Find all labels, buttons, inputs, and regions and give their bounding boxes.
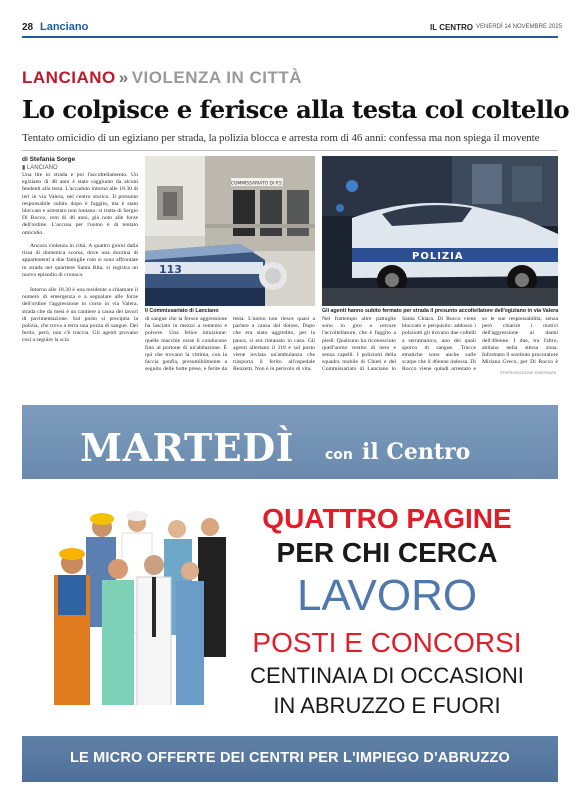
issue-date: VENERDÌ 14 NOVEMBRE 2025 [476, 24, 563, 30]
article-col-5: Santa Chiara. Di Rocco viene bloccato e perquisito: addosso i poliziotti gli trovano due coltelli a serramanico, uno dei quali sporco di sangue. Tracce ematiche sono anche sulle scarpe che il 46enne indossa. Di Rocco viene quindi arrestato e [402, 316, 476, 373]
title-rule [22, 150, 558, 151]
ad-line-centinaia: CENTINAIA DI OCCASIONI [250, 663, 524, 688]
ad-line-quattro-pagine: QUATTRO PAGINE [262, 503, 512, 534]
ad-brand: il Centro [362, 439, 471, 465]
photo2-text: POLIZIA [412, 251, 464, 262]
article-col-1a: Una lite in strada e poi l'accoltellamento. Un egiziano di 48 anni è stato raggiunto da alcuni fendenti alla testa. L'accaduto intorno alle 18.30 di ieri in via Valera, nel centro storico. Il presunto responsabile subito dopo è fuggito, ma è stato bloccato e arrestato non lontano: si tratta di Sergio Di Rocco, rom di 46 anni, già noto alle forze dell'ordine. L'accusa per l'uomo è di tentato omicidio. [22, 172, 138, 236]
photo1-sign: COMMISSARIATO DI P.S. [230, 181, 284, 187]
section-label: Lanciano [40, 21, 89, 33]
article-col-3: testa. L'uomo non riesce quasi a parlare a causa del dolore. Dopo che era stato aggredito, per la paura, si era rintanato in casa. Gli agenti allertano il 118 e sul posto viene inviata un'ambulanza che trasporta il ferito all'ospedale Renzetti. Non è in pericolo di vita. [233, 316, 315, 373]
kicker-topic: VIOLENZA IN CITTÀ [131, 68, 302, 87]
byline: di Stefania Sorge [22, 156, 76, 163]
article-col-6: so le sue responsabilità, senza però chiarire i motivi dell'aggressione ai danni dell'46enne. I due, tra l'altro, abitano nella stessa zona. Informato il sostituto procuratore Miriana Greco, per Di Rocco è [482, 316, 558, 366]
ad-title: MARTEDÌ [80, 425, 294, 470]
ad-line-abruzzo: IN ABRUZZO E FUORI [273, 693, 501, 718]
photo-caption-2: Gli agenti hanno subito fermato per strada il presunto accoltellatore dell'egiziano in via Valera [322, 308, 559, 314]
kicker-place: LANCIANO [22, 68, 116, 87]
dateline-place-text: LANCIANO [26, 165, 58, 171]
photo-police-car-image [322, 156, 558, 306]
photo-commissariato-image [145, 156, 315, 306]
masthead: IL CENTRO [430, 23, 473, 32]
subheadline: Tentato omicidio di un egiziano per strada, la polizia blocca e arresta rom di 46 anni: confessa ma non spiega il movente [22, 132, 540, 144]
photo-police-car [322, 156, 558, 306]
kicker-separator: » [118, 68, 129, 87]
ad-tagline: LE MICRO OFFERTE DEI CENTRI PER L'IMPIEGO D'ABRUZZO [69, 750, 511, 766]
workers-illustration [42, 505, 227, 730]
kicker [22, 68, 302, 88]
ad-line-posti-concorsi: POSTI E CONCORSI [252, 627, 522, 658]
article-col-1b: Ancora violenza in città. A quattro giorni dalla rissa di domenica scorsa, dove una dozzina di appartenenti a due famiglie rom si sono affrontate in strada nel quartiere Santa Rita, si registra un nuovo episodio di cronaca. [22, 243, 138, 278]
photo1-number: 113 [159, 263, 182, 276]
header-rule [22, 36, 558, 38]
headline: Lo colpisce e ferisce alla testa col coltello [22, 95, 570, 124]
dateline-place: ▮ LANCIANO [22, 165, 58, 171]
article-col-4: Nel frattempo altre pattuglie sono in giro a cercare l'accoltellatore, che è fuggito a piedi. Qualcuno ha riconosciuto quell'uomo vestito di nero e senza capelli. I poliziotti della squadra mobile di Chieti e del Commissariato di Lanciano lo [322, 316, 396, 373]
article-col-2: di sangue che la feroce aggressione ha lasciato in mezzo a cemento e polvere. Una felice intuizione: quelle macchie rosse li conducono fino al portone di un'abitazione. È qui che trovano la vittima, con la faccia gonfia, presumibilmente a seguito delle botte prese, e ferite da [145, 316, 227, 373]
advertisement [22, 405, 558, 782]
ad-line-per-chi-cerca: PER CHI CERCA [276, 537, 498, 568]
ad-con: con [325, 447, 353, 463]
article-col-1c: Intorno alle 18.30 è una residente a chiamare il numero di emergenza e a segnalare alle forze dell'ordine l'aggressione in corso in via Valera, strada che da mesi è un cantiere a causa dei lavori di pavimentazione. Sul posto si precipita la polizia, che trova a terra una pozza di sangue. Del ferito, però, non c'è traccia. Gli agenti provano così a seguire la scia [22, 287, 138, 344]
photo-caption-1: Il Commissariato di Lanciano [145, 308, 219, 314]
ad-line-lavoro: LAVORO [296, 571, 478, 620]
photo-commissariato [145, 156, 315, 306]
page-number: 28 [22, 22, 34, 33]
copyright-credit: ©RIPRODUZIONE RISERVATA [500, 370, 557, 375]
